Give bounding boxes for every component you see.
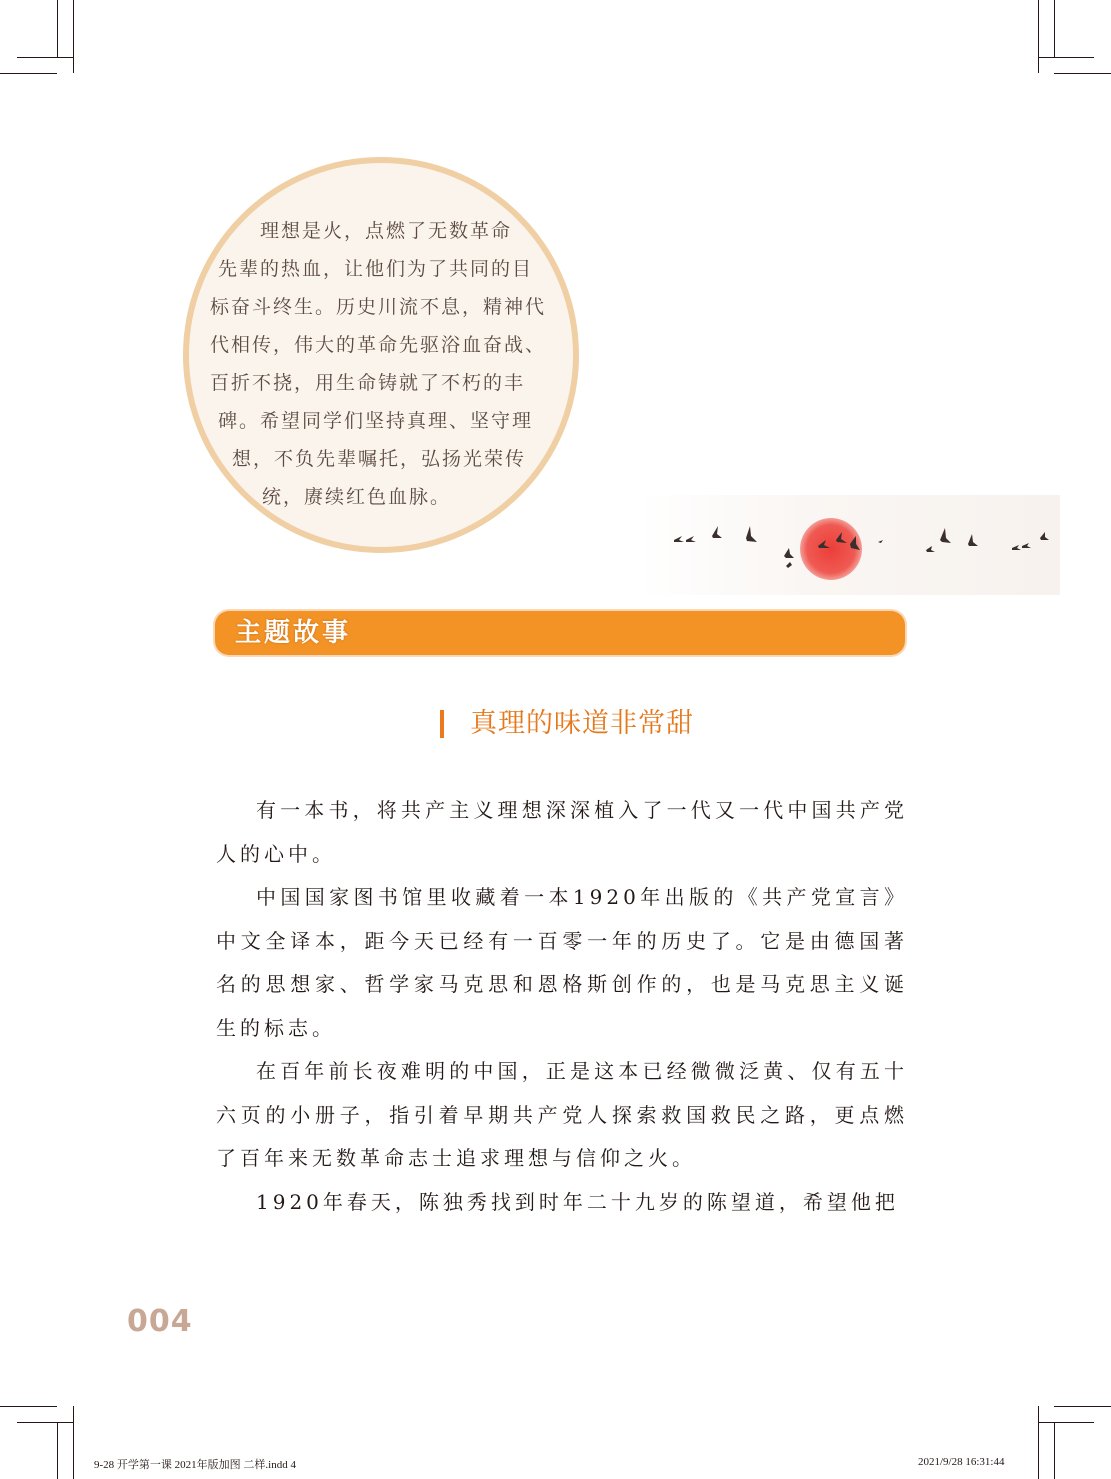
crop-mark xyxy=(1054,0,1055,57)
crop-mark xyxy=(57,1422,58,1479)
flying-birds-illustration xyxy=(660,510,1060,590)
crop-mark xyxy=(73,1406,74,1479)
crop-mark xyxy=(73,0,74,73)
slug-filename: 9-28 开学第一课 2021年版加图 二样.indd 4 xyxy=(94,1459,296,1471)
section-label: 主题故事 xyxy=(235,618,352,648)
paragraph: 1920年春天，陈独秀找到时年二十九岁的陈望道，希望他把 xyxy=(256,1189,899,1214)
crop-mark xyxy=(57,0,58,57)
quote-line: 想，不负先辈嘱托，弘扬光荣传 xyxy=(232,448,527,470)
quote-line: 统，赓续红色血脉。 xyxy=(262,486,452,508)
slug-timestamp: 2021/9/28 16:31:44 xyxy=(918,1456,1005,1468)
quote-line: 代相传，伟大的革命先驱浴血奋战、 xyxy=(210,334,547,356)
quote-line: 标奋斗终生。历史川流不息，精神代 xyxy=(210,296,547,318)
crop-mark xyxy=(17,57,73,58)
crop-mark xyxy=(1038,57,1094,58)
crop-mark xyxy=(1054,73,1111,74)
quote-line: 碑。希望同学们坚持真理、坚守理 xyxy=(218,410,534,432)
quote-line: 先辈的热血，让他们为了共同的目 xyxy=(218,258,534,280)
crop-mark xyxy=(0,1406,57,1407)
paragraph: 中国国家图书馆里收藏着一本1920年出版的《共产党宣言》中文全译本，距今天已经有一百零一年的历史了。它是由德国著名的思想家、哲学家马克思和恩格斯创作的，也是马克思主义诞生的标志。 xyxy=(216,885,908,1040)
quote-text xyxy=(210,212,560,516)
crop-mark xyxy=(1054,1406,1111,1407)
paragraph: 在百年前长夜难明的中国，正是这本已经微微泛黄、仅有五十六页的小册子，指引着早期共产党人探索救国救民之路，更点燃了百年来无数革命志士追求理想与信仰之火。 xyxy=(216,1059,908,1170)
crop-mark xyxy=(0,73,57,74)
quote-line: 百折不挠，用生命铸就了不朽的丰 xyxy=(210,372,526,394)
paragraph: 有一本书，将共产主义理想深深植入了一代又一代中国共产党人的心中。 xyxy=(216,798,908,866)
crop-mark xyxy=(1054,1422,1055,1479)
page-number: 004 xyxy=(127,1304,193,1339)
crop-mark xyxy=(1038,1406,1039,1479)
section-banner xyxy=(215,611,905,655)
title-accent-bar xyxy=(440,710,444,738)
crop-mark xyxy=(1038,0,1039,73)
quote-line: 理想是火，点燃了无数革命 xyxy=(260,220,513,242)
crop-mark xyxy=(17,1422,73,1423)
story-body xyxy=(216,789,908,1224)
crop-mark xyxy=(1038,1422,1094,1423)
story-title: 真理的味道非常甜 xyxy=(470,708,694,739)
